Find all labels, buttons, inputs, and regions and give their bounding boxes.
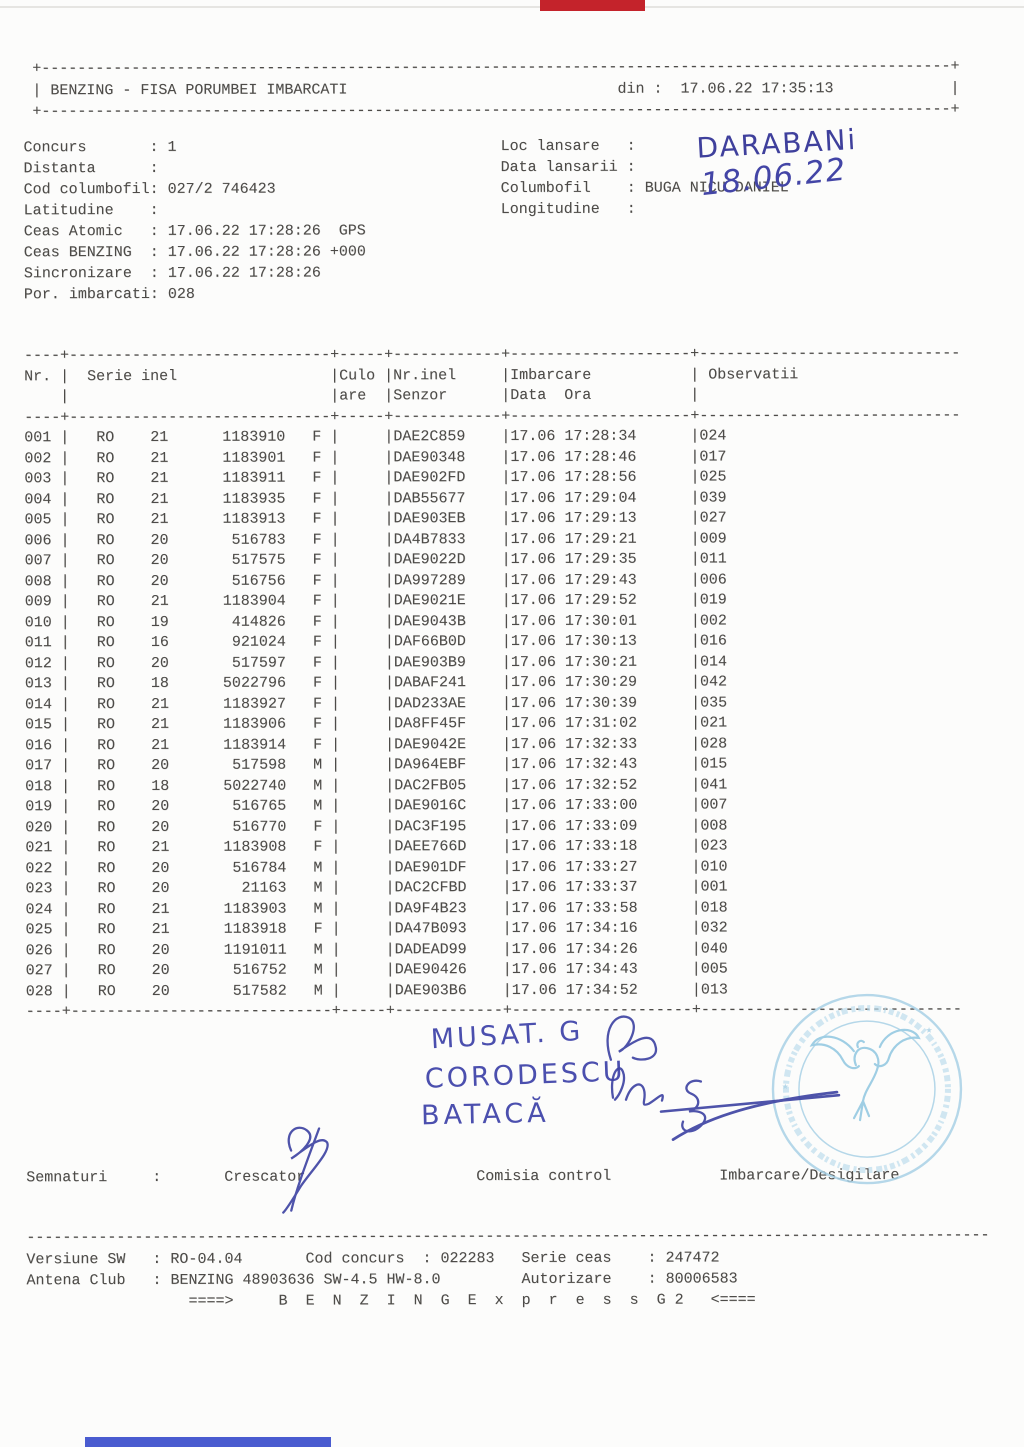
table-header: Nr. | Serie inel |Culo |Nr.inel |Imbarcare | Observatii	[24, 365, 799, 385]
table-ruler: ----+-----------------------------+-----+------------+--------------------+-----------------------------	[24, 344, 961, 365]
basketing-table	[24, 344, 962, 1023]
footer-divider: -----------------------------------------------------------------------------------------------------------	[26, 1226, 990, 1247]
table-row: 014 | RO 21 1183927 F | |DAD233AE |17.06 17:30:39 |035	[24, 693, 728, 713]
clock-line: Ceas BENZING : 17.06.22 17:28:26 +000	[23, 243, 366, 262]
handwritten-committee-name: CORODESCU	[424, 1056, 627, 1095]
table-row: 018 | RO 18 5022740 M | |DAC2FB05 |17.06 17:32:52 |041	[25, 775, 728, 795]
clock-line: Ceas Atomic : 17.06.22 17:28:26 GPS	[23, 222, 366, 241]
table-row: 007 | RO 20 517575 F | |DAE9022D |17.06 17:29:35 |011	[24, 550, 727, 570]
table-row: 020 | RO 20 516770 F | |DAC3F195 |17.06 17:33:09 |008	[25, 816, 728, 836]
table-row: 005 | RO 21 1183913 F | |DAE903EB |17.06 17:29:13 |027	[24, 509, 727, 529]
table-row: 027 | RO 20 516752 M | |DAE90426 |17.06 17:34:43 |005	[25, 960, 728, 980]
table-row: 004 | RO 21 1183935 F | |DAB55677 |17.06 17:29:04 |039	[24, 488, 727, 508]
footer-line: Antena Club : BENZING 48903636 SW-4.5 HW-8.0 Autorizare : 80006583	[26, 1270, 738, 1290]
table-row: 021 | RO 21 1183908 F | |DAEE766D |17.06 17:33:18 |023	[25, 837, 728, 857]
table-row: 013 | RO 18 5022796 F | |DABAF241 |17.06 17:30:29 |042	[24, 673, 728, 693]
table-row: 025 | RO 21 1183918 F | |DA47B093 |17.06 17:34:16 |032	[25, 919, 728, 939]
table-row: 019 | RO 20 516765 M | |DAE9016C |17.06 17:33:00 |007	[25, 796, 728, 816]
table-ruler: ----+-----------------------------+-----+------------+--------------------+-----------------------------	[25, 1000, 962, 1021]
handwritten-location: DARABANi	[695, 122, 859, 165]
info-line: Distanta : Data lansarii :	[23, 158, 636, 178]
table-row: 022 | RO 20 516784 M | |DAE901DF |17.06 17:33:27 |010	[25, 857, 728, 877]
signatures-row: Semnaturi : Crescator Comisia control Imbarcare/Desigilare	[26, 1166, 900, 1187]
signature-3	[682, 1081, 705, 1132]
table-row: 008 | RO 20 516756 F | |DA997289 |17.06 17:29:43 |006	[24, 570, 727, 590]
info-section	[23, 135, 789, 305]
clock-line: Por. imbarcati: 028	[23, 285, 195, 304]
handwritten-committee-name: MUSAT. G	[430, 1015, 585, 1056]
table-row: 003 | RO 21 1183911 F | |DAE902FD |17.06 17:28:56 |025	[24, 468, 727, 488]
report-title-line: | BENZING - FISA PORUMBEI IMBARCATI din : 17.06.22 17:35:13 |	[23, 79, 960, 99]
info-line: Latitudine : Longitudine :	[23, 200, 636, 220]
club-stamp	[766, 989, 972, 1190]
table-row: 001 | RO 21 1183910 F | |DAE2C859 |17.06 17:28:34 |024	[24, 427, 727, 447]
table-row: 002 | RO 21 1183901 F | |DAE90348 |17.06 17:28:46 |017	[24, 447, 727, 467]
report-header-box	[23, 56, 959, 123]
table-row: 017 | RO 20 517598 M | |DA964EBF |17.06 17:32:43 |015	[25, 755, 728, 775]
footer-line: Versiune SW : RO-04.04 Cod concurs : 022283 Serie ceas : 247472	[26, 1249, 720, 1269]
table-row: 023 | RO 20 21163 M | |DAC2CFBD |17.06 17:33:37 |001	[25, 878, 728, 898]
table-row: 026 | RO 20 1191011 M | |DADEAD99 |17.06 17:34:26 |040	[25, 939, 728, 959]
dove-icon	[812, 1030, 919, 1120]
stamp-star-right: ★	[925, 1024, 933, 1037]
table-row: 016 | RO 21 1183914 F | |DAE9042E |17.06 17:32:33 |028	[25, 734, 728, 754]
table-row: 024 | RO 21 1183903 M | |DA9F4B23 |17.06 17:33:58 |018	[25, 898, 728, 918]
doc-line: +-----------------------------------------------------------------------------------------------------+	[23, 57, 960, 78]
table-row: 028 | RO 20 517582 M | |DAE903B6 |17.06 17:34:52 |013	[25, 980, 728, 1000]
handwritten-launch-date: 18.06.22	[699, 151, 849, 204]
info-line: Concurs : 1 Loc lansare :	[23, 137, 636, 157]
benzing-banner: ====> B E N Z I N G E x p r e s s G 2 <====	[26, 1291, 756, 1311]
table-row: 009 | RO 21 1183904 F | |DAE9021E |17.06 17:29:52 |019	[24, 591, 727, 611]
table-header: | |are |Senzor |Data Ora |	[24, 386, 700, 406]
doc-line: +-----------------------------------------------------------------------------------------------------+	[23, 100, 960, 121]
table-row: 006 | RO 20 516783 F | |DA4B7833 |17.06 17:29:21 |009	[24, 529, 727, 549]
table-row: 012 | RO 20 517597 F | |DAE903B9 |17.06 17:30:21 |014	[24, 652, 727, 672]
clock-line: Sincronizare : 17.06.22 17:28:26	[23, 264, 321, 283]
signature-1	[608, 1016, 657, 1059]
table-row: 010 | RO 19 414826 F | |DAE9043B |17.06 17:30:01 |002	[24, 611, 727, 631]
footer-info	[26, 1247, 755, 1312]
info-line: Cod columbofil: 027/2 746423 Columbofil : BUGA NICU DANIEL	[23, 179, 789, 199]
table-row: 015 | RO 21 1183906 F | |DA8FF45F |17.06 17:31:02 |021	[24, 714, 728, 734]
table-ruler: ----+-----------------------------+-----+------------+--------------------+-----------------------------	[24, 406, 961, 426]
stamp-star-left: ★	[781, 1081, 789, 1094]
handwritten-committee-name: BATACĂ	[420, 1097, 550, 1132]
table-row: 011 | RO 16 921024 F | |DAF66B0D |17.06 17:30:13 |016	[24, 632, 727, 652]
